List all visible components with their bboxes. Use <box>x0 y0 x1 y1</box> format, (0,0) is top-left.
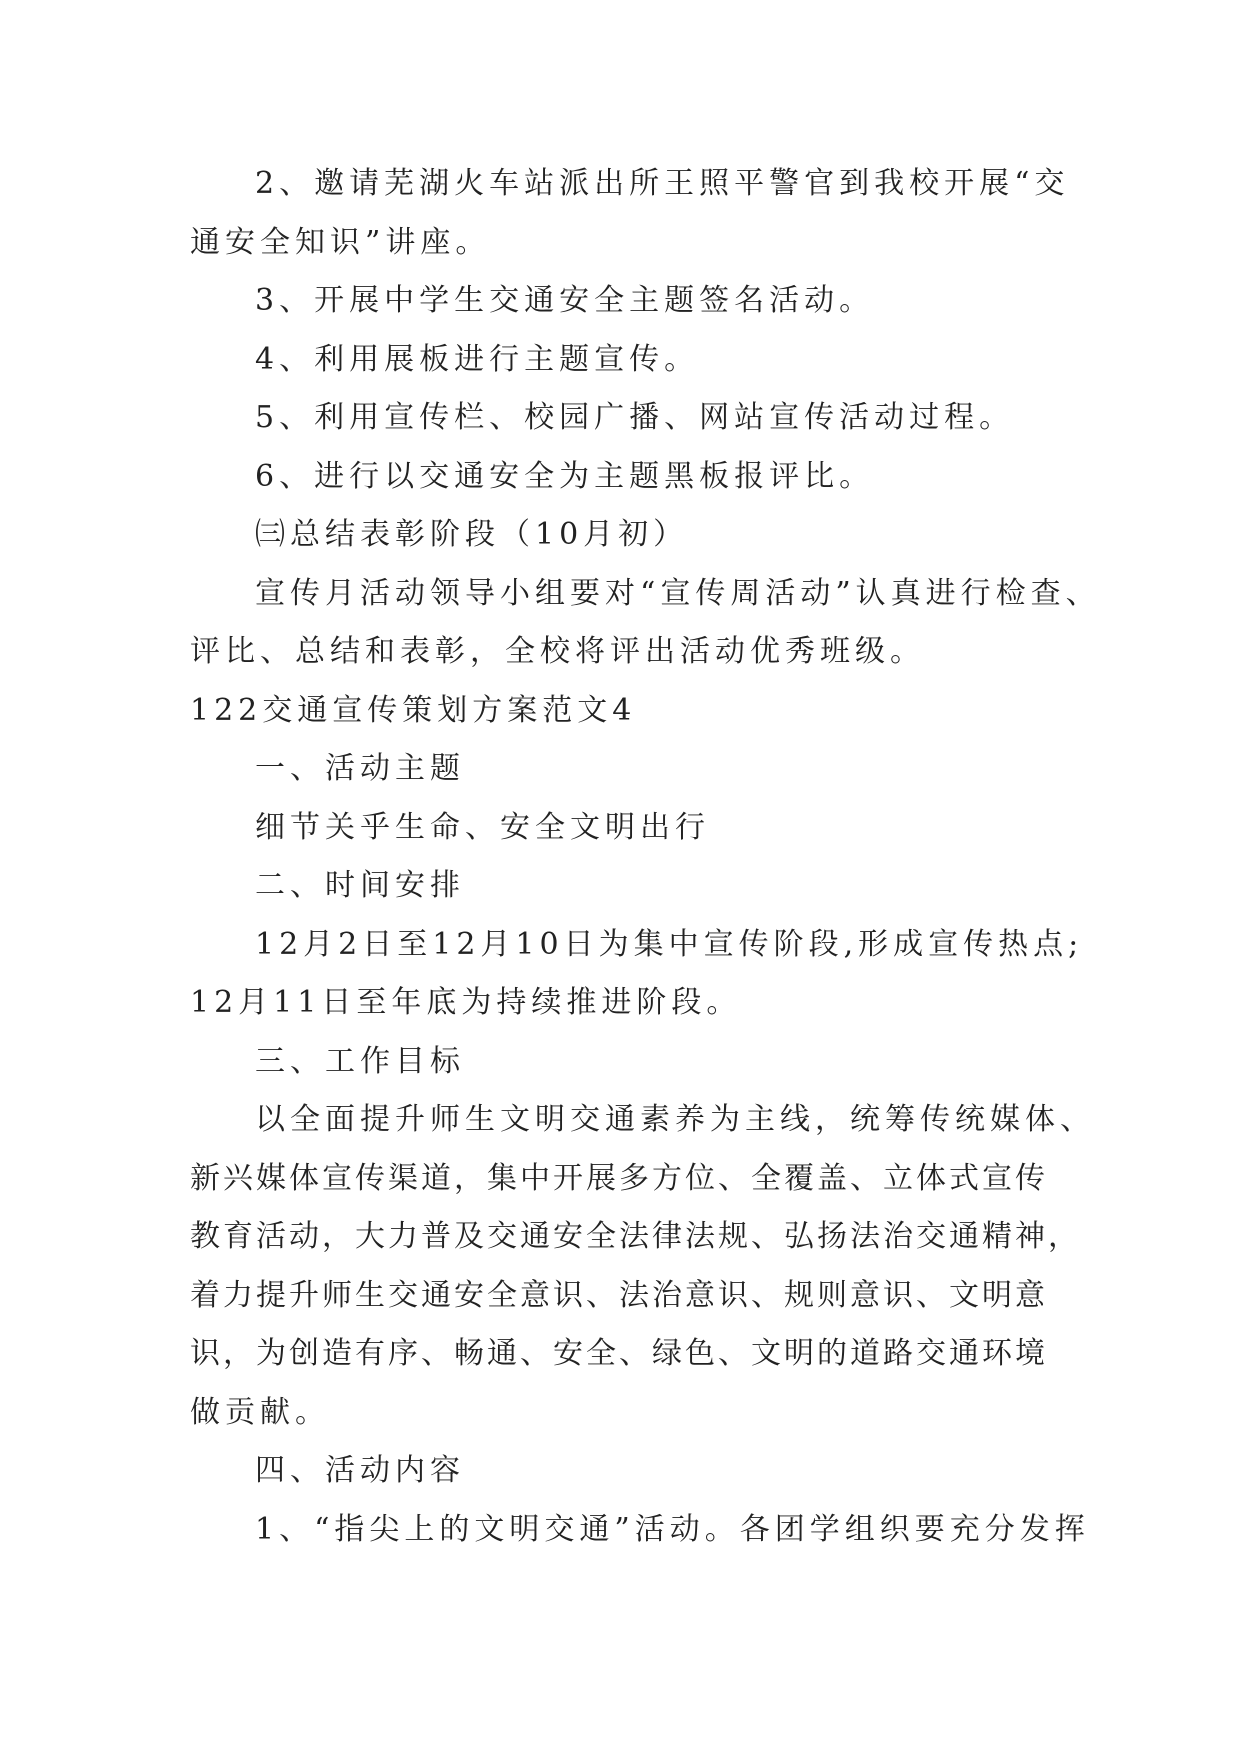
text-line: 识，为创造有序、畅通、安全、绿色、文明的道路交通环境 <box>190 1336 1048 1371</box>
section-heading: ㈢总结表彰阶段（10月初） <box>255 517 689 552</box>
document-body <box>190 155 1101 1559</box>
section-heading: 二、时间安排 <box>255 868 465 903</box>
section-heading: 一、活动主题 <box>255 751 465 786</box>
document-title: 122交通宣传策划方案范文4 <box>190 692 637 728</box>
text-line: 新兴媒体宣传渠道，集中开展多方位、全覆盖、立体式宣传 <box>190 1160 1048 1196</box>
text-line: 宣传月活动领导小组要对“宣传周活动”认真进行检查、 <box>255 575 1101 611</box>
text-line: 评比、总结和表彰，全校将评出活动优秀班级。 <box>190 634 925 669</box>
text-line: 做贡献。 <box>190 1394 330 1430</box>
text-line: 5、利用宣传栏、校园广播、网站宣传活动过程。 <box>255 400 1015 435</box>
text-line: 着力提升师生交通安全意识、法治意识、规则意识、文明意 <box>190 1277 1048 1313</box>
text-line: 4、利用展板进行主题宣传。 <box>255 341 700 377</box>
section-heading: 三、工作目标 <box>255 1043 465 1079</box>
text-line: 以全面提升师生文明交通素养为主线，统筹传统媒体、 <box>255 1102 1095 1137</box>
text-line: 12月2日至12月10日为集中宣传阶段,形成宣传热点; <box>255 926 1084 962</box>
text-line: 细节关乎生命、安全文明出行 <box>255 809 710 845</box>
section-heading: 四、活动内容 <box>255 1453 465 1488</box>
text-line: 6、进行以交通安全为主题黑板报评比。 <box>255 458 875 494</box>
text-line: 2、邀请芜湖火车站派出所王照平警官到我校开展“交 <box>255 166 1070 201</box>
text-line: 3、开展中学生交通安全主题签名活动。 <box>255 283 875 318</box>
text-line: 1、“指尖上的文明交通”活动。各团学组织要充分发挥 <box>255 1511 1090 1547</box>
text-line: 教育活动，大力普及交通安全法律法规、弘扬法治交通精神， <box>190 1219 1081 1254</box>
text-line: 通安全知识”讲座。 <box>190 224 491 260</box>
text-line: 12月11日至年底为持续推进阶段。 <box>190 985 742 1020</box>
